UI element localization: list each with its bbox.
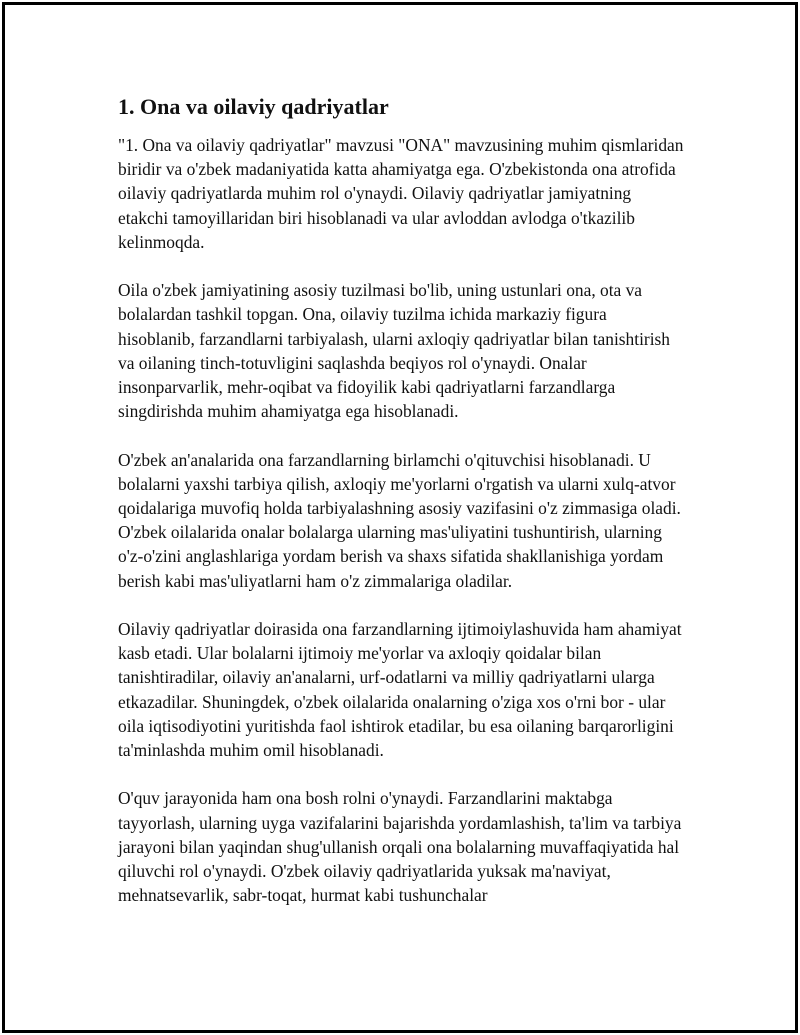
paragraph-3: O'zbek an'analarida ona farzandlarning birlamchi o'qituvchisi hisoblanadi. U bolalarni yaxshi tarbiya qilish, axloqiy me'yorlarni o'rgatish va ularni xulq-atvor qoidalariga muvofiq holda tarbiyalashning asosiy vazifasini o'z zimmasiga oladi. O'zbek oilalarida onalar bolalarga ularning mas'uliyatini tushuntirish, ularning o'z-o'zini anglashlariga yordam berish va shaxs sifatida shakllanishiga yordam berish kabi mas'uliyatlarni ham o'z zimmalariga oladilar. <box>118 449 681 591</box>
paragraph-2: Oila o'zbek jamiyatining asosiy tuzilmasi bo'lib, uning ustunlari ona, ota va bolalardan tashkil topgan. Ona, oilaviy tuzilma ichida markaziy figura hisoblanib, farzandlarni tarbiyalash, ularni axloqiy qadriyatlar bilan tanishtirish va oilaning tinch-totuvligini saqlashda beqiyos rol o'ynaydi. Onalar insonparvarlik, mehr-oqibat va fidoyilik kabi qadriyatlarni farzandlarga singdirishda muhim ahamiyatga ega hisoblanadi. <box>118 280 670 422</box>
document-body <box>118 93 684 932</box>
paragraph-1: "1. Ona va oilaviy qadriyatlar" mavzusi "ONA" mavzusining muhim qismlaridan biridir va o'zbek madaniyatida katta ahamiyatga ega. O'zbekistonda ona atrofida oilaviy qadriyatlarda muhim rol o'ynaydi. Oilaviy qadriyatlar jamiyatning etakchi tamoyillaridan biri hisoblanadi va ular avloddan avlodga o'tkazilib kelinmoqda. <box>118 135 684 252</box>
paragraph-4: Oilaviy qadriyatlar doirasida ona farzandlarning ijtimoiylashuvida ham ahamiyat kasb etadi. Ular bolalarni ijtimoiy me'yorlar va axloqiy qoidalar bilan tanishtiradilar, oilaviy an'analarni, urf-odatlarni va milliy qadriyatlarni ularga etkazadilar. Shuningdek, o'zbek oilalarida onalarning o'ziga xos o'rni bor - ular oila iqtisodiyotini yuritishda faol ishtirok etadilar, bu esa oilaning barqarorligini ta'minlashda muhim omil hisoblanadi. <box>118 619 682 761</box>
paragraph-5: O'quv jarayonida ham ona bosh rolni o'ynaydi. Farzandlarini maktabga tayyorlash, ularning uyga vazifalarini bajarishda yordamlashish, ta'lim va tarbiya jarayoni bilan yaqindan shug'ullanish orqali ona bolalarning muvaffaqiyatida hal qiluvchi rol o'ynaydi. O'zbek oilaviy qadriyatlarida yuksak ma'naviyat, mehnatsevarlik, sabr-toqat, hurmat kabi tushunchalar <box>118 788 682 906</box>
document-title: 1. Ona va oilaviy qadriyatlar <box>118 94 389 119</box>
